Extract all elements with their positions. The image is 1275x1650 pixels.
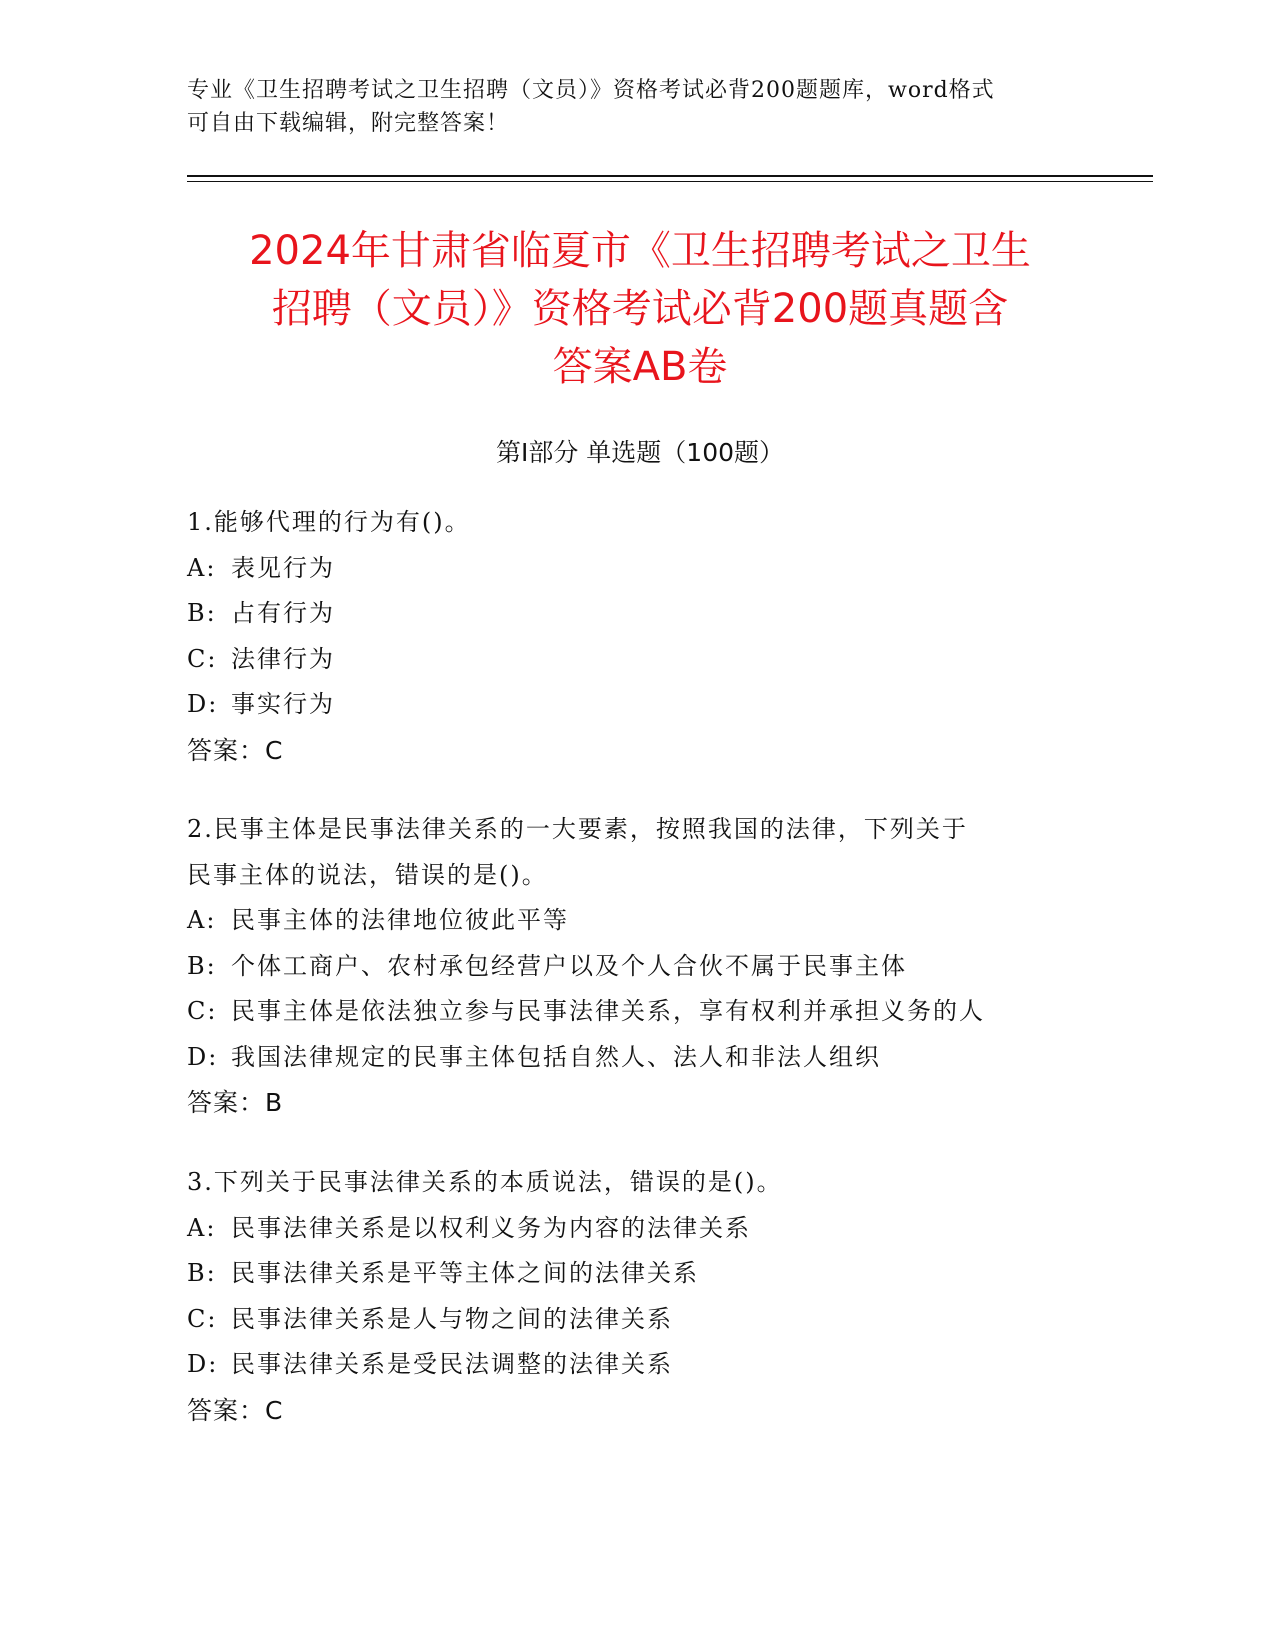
section-title: 第Ⅰ部分 单选题（100题） — [495, 438, 785, 467]
header-note-line-2: 可自由下载编辑，附完整答案！ — [187, 111, 510, 136]
option-b — [187, 1251, 1087, 1297]
question-2 — [187, 807, 1087, 1126]
question-stem: 3.下列关于民事法律关系的本质说法，错误的是()。 — [187, 1168, 783, 1196]
option-c — [187, 989, 1087, 1035]
document-title-line-1: 2024年甘肃省临夏市《卫生招聘考试之卫生 — [249, 228, 1031, 274]
option-text: 事实行为 — [231, 690, 335, 718]
option-text: 民事法律关系是受民法调整的法律关系 — [231, 1350, 673, 1378]
option-d — [187, 1342, 1087, 1388]
option-letter: B: — [187, 599, 217, 627]
option-text: 民事法律关系是平等主体之间的法律关系 — [231, 1259, 699, 1287]
option-text: 法律行为 — [231, 644, 335, 673]
option-text: 个体工商户、农村承包经营户以及个人合伙不属于民事主体 — [231, 951, 907, 980]
option-letter: C: — [187, 1304, 218, 1333]
option-text: 占有行为 — [231, 599, 335, 627]
header-note-line-1: 专业《卫生招聘考试之卫生招聘（文员）》资格考试必背200题题库，word格式 — [187, 78, 995, 103]
option-d — [187, 682, 1087, 728]
option-letter: A: — [187, 553, 217, 582]
answer-line: 答案：C — [187, 1395, 284, 1425]
answer-line: 答案：C — [187, 735, 284, 765]
option-text: 民事主体的法律地位彼此平等 — [231, 906, 569, 934]
option-text: 民事法律关系是人与物之间的法律关系 — [231, 1304, 673, 1333]
option-letter: A: — [187, 1213, 217, 1242]
option-letter: B: — [187, 1259, 217, 1287]
option-b — [187, 944, 1087, 990]
question-1 — [187, 500, 1087, 773]
question-stem-line-2: 民事主体的说法，错误的是()。 — [187, 860, 548, 889]
option-d — [187, 1035, 1087, 1081]
question-stem-line-1: 2.民事主体是民事法律关系的一大要素，按照我国的法律，下列关于 — [187, 815, 968, 843]
option-letter: D: — [187, 690, 219, 718]
header-note — [187, 74, 1067, 140]
question-stem: 1.能够代理的行为有()。 — [187, 508, 471, 536]
option-c — [187, 1297, 1087, 1343]
option-a — [187, 546, 1087, 592]
option-letter: C: — [187, 644, 218, 673]
option-letter: C: — [187, 997, 218, 1025]
option-letter: A: — [187, 906, 217, 934]
option-a — [187, 1206, 1087, 1252]
document-title-line-3: 答案AB卷 — [552, 344, 728, 390]
option-text: 我国法律规定的民事主体包括自然人、法人和非法人组织 — [231, 1042, 881, 1071]
option-c — [187, 637, 1087, 683]
answer-line: 答案：B — [187, 1088, 284, 1117]
header-divider-thin — [187, 181, 1153, 182]
option-a — [187, 898, 1087, 944]
option-letter: D: — [187, 1350, 219, 1378]
document-title-line-2: 招聘（文员）》资格考试必背200题真题含 — [271, 286, 1009, 332]
option-text: 民事主体是依法独立参与民事法律关系，享有权利并承担义务的人 — [231, 997, 985, 1025]
header-divider-thick — [187, 175, 1153, 177]
option-b — [187, 591, 1087, 637]
option-letter: B: — [187, 951, 217, 980]
option-letter: D: — [187, 1042, 219, 1071]
question-3 — [187, 1160, 1087, 1433]
option-text: 民事法律关系是以权利义务为内容的法律关系 — [231, 1213, 751, 1242]
document-title — [160, 222, 1120, 396]
option-text: 表见行为 — [231, 553, 335, 582]
